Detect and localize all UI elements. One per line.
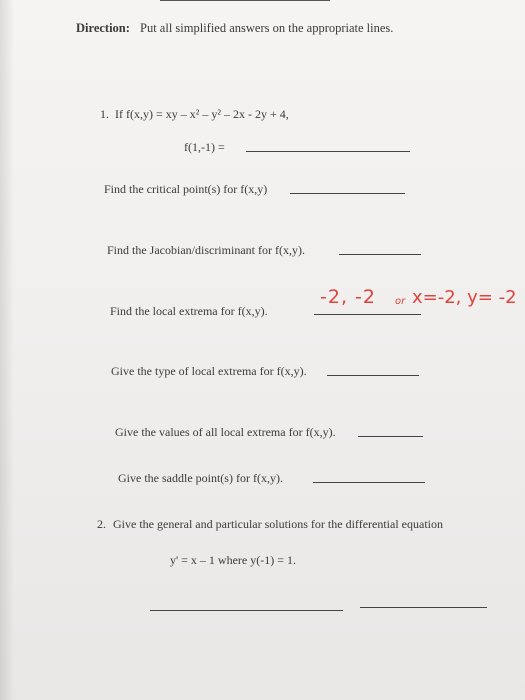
q2-general-answer-line[interactable] bbox=[150, 610, 343, 611]
q1-values-prompt: Give the values of all local extrema for f(x,y). bbox=[115, 425, 336, 439]
q2-equation: y' = x – 1 where y(-1) = 1. bbox=[170, 553, 296, 567]
q2-statement: Give the general and particular solutions for the differential equation bbox=[113, 517, 443, 531]
q2-particular-answer-line[interactable] bbox=[360, 607, 487, 608]
q1-extrema-answer-line[interactable] bbox=[314, 314, 421, 315]
handwritten-alt-answer: x=-2, y= -2 bbox=[412, 287, 517, 308]
handwritten-or: or bbox=[395, 296, 406, 307]
page-shadow bbox=[0, 0, 14, 700]
direction-label: Direction: bbox=[76, 21, 130, 35]
q1-critical-answer-line[interactable] bbox=[290, 193, 405, 194]
q1-saddle-prompt: Give the saddle point(s) for f(x,y). bbox=[118, 471, 283, 485]
q1-jacobian-prompt: Find the Jacobian/discriminant for f(x,y). bbox=[107, 243, 305, 257]
q1-saddle-answer-line[interactable] bbox=[313, 482, 425, 483]
q1-critical-prompt: Find the critical point(s) for f(x,y) bbox=[104, 182, 268, 196]
q1-values-answer-line[interactable] bbox=[358, 436, 423, 437]
q1-evaluate-prompt: f(1,-1) = bbox=[184, 140, 225, 154]
q1-statement: If f(x,y) = xy – x² – y² – 2x - 2y + 4, bbox=[115, 107, 289, 121]
q1-extrema-prompt: Find the local extrema for f(x,y). bbox=[110, 304, 268, 318]
q1-type-answer-line[interactable] bbox=[327, 375, 419, 376]
q1-jacobian-answer-line[interactable] bbox=[339, 254, 421, 255]
handwritten-answer: -2, -2 bbox=[320, 286, 376, 308]
top-rule bbox=[160, 0, 330, 1]
q2-number: 2. bbox=[97, 517, 106, 531]
q1-type-prompt: Give the type of local extrema for f(x,y). bbox=[111, 364, 307, 378]
q1-evaluate-answer-line[interactable] bbox=[246, 151, 410, 152]
direction-text: Put all simplified answers on the appropriate lines. bbox=[140, 21, 394, 35]
q1-number: 1. bbox=[100, 107, 109, 121]
